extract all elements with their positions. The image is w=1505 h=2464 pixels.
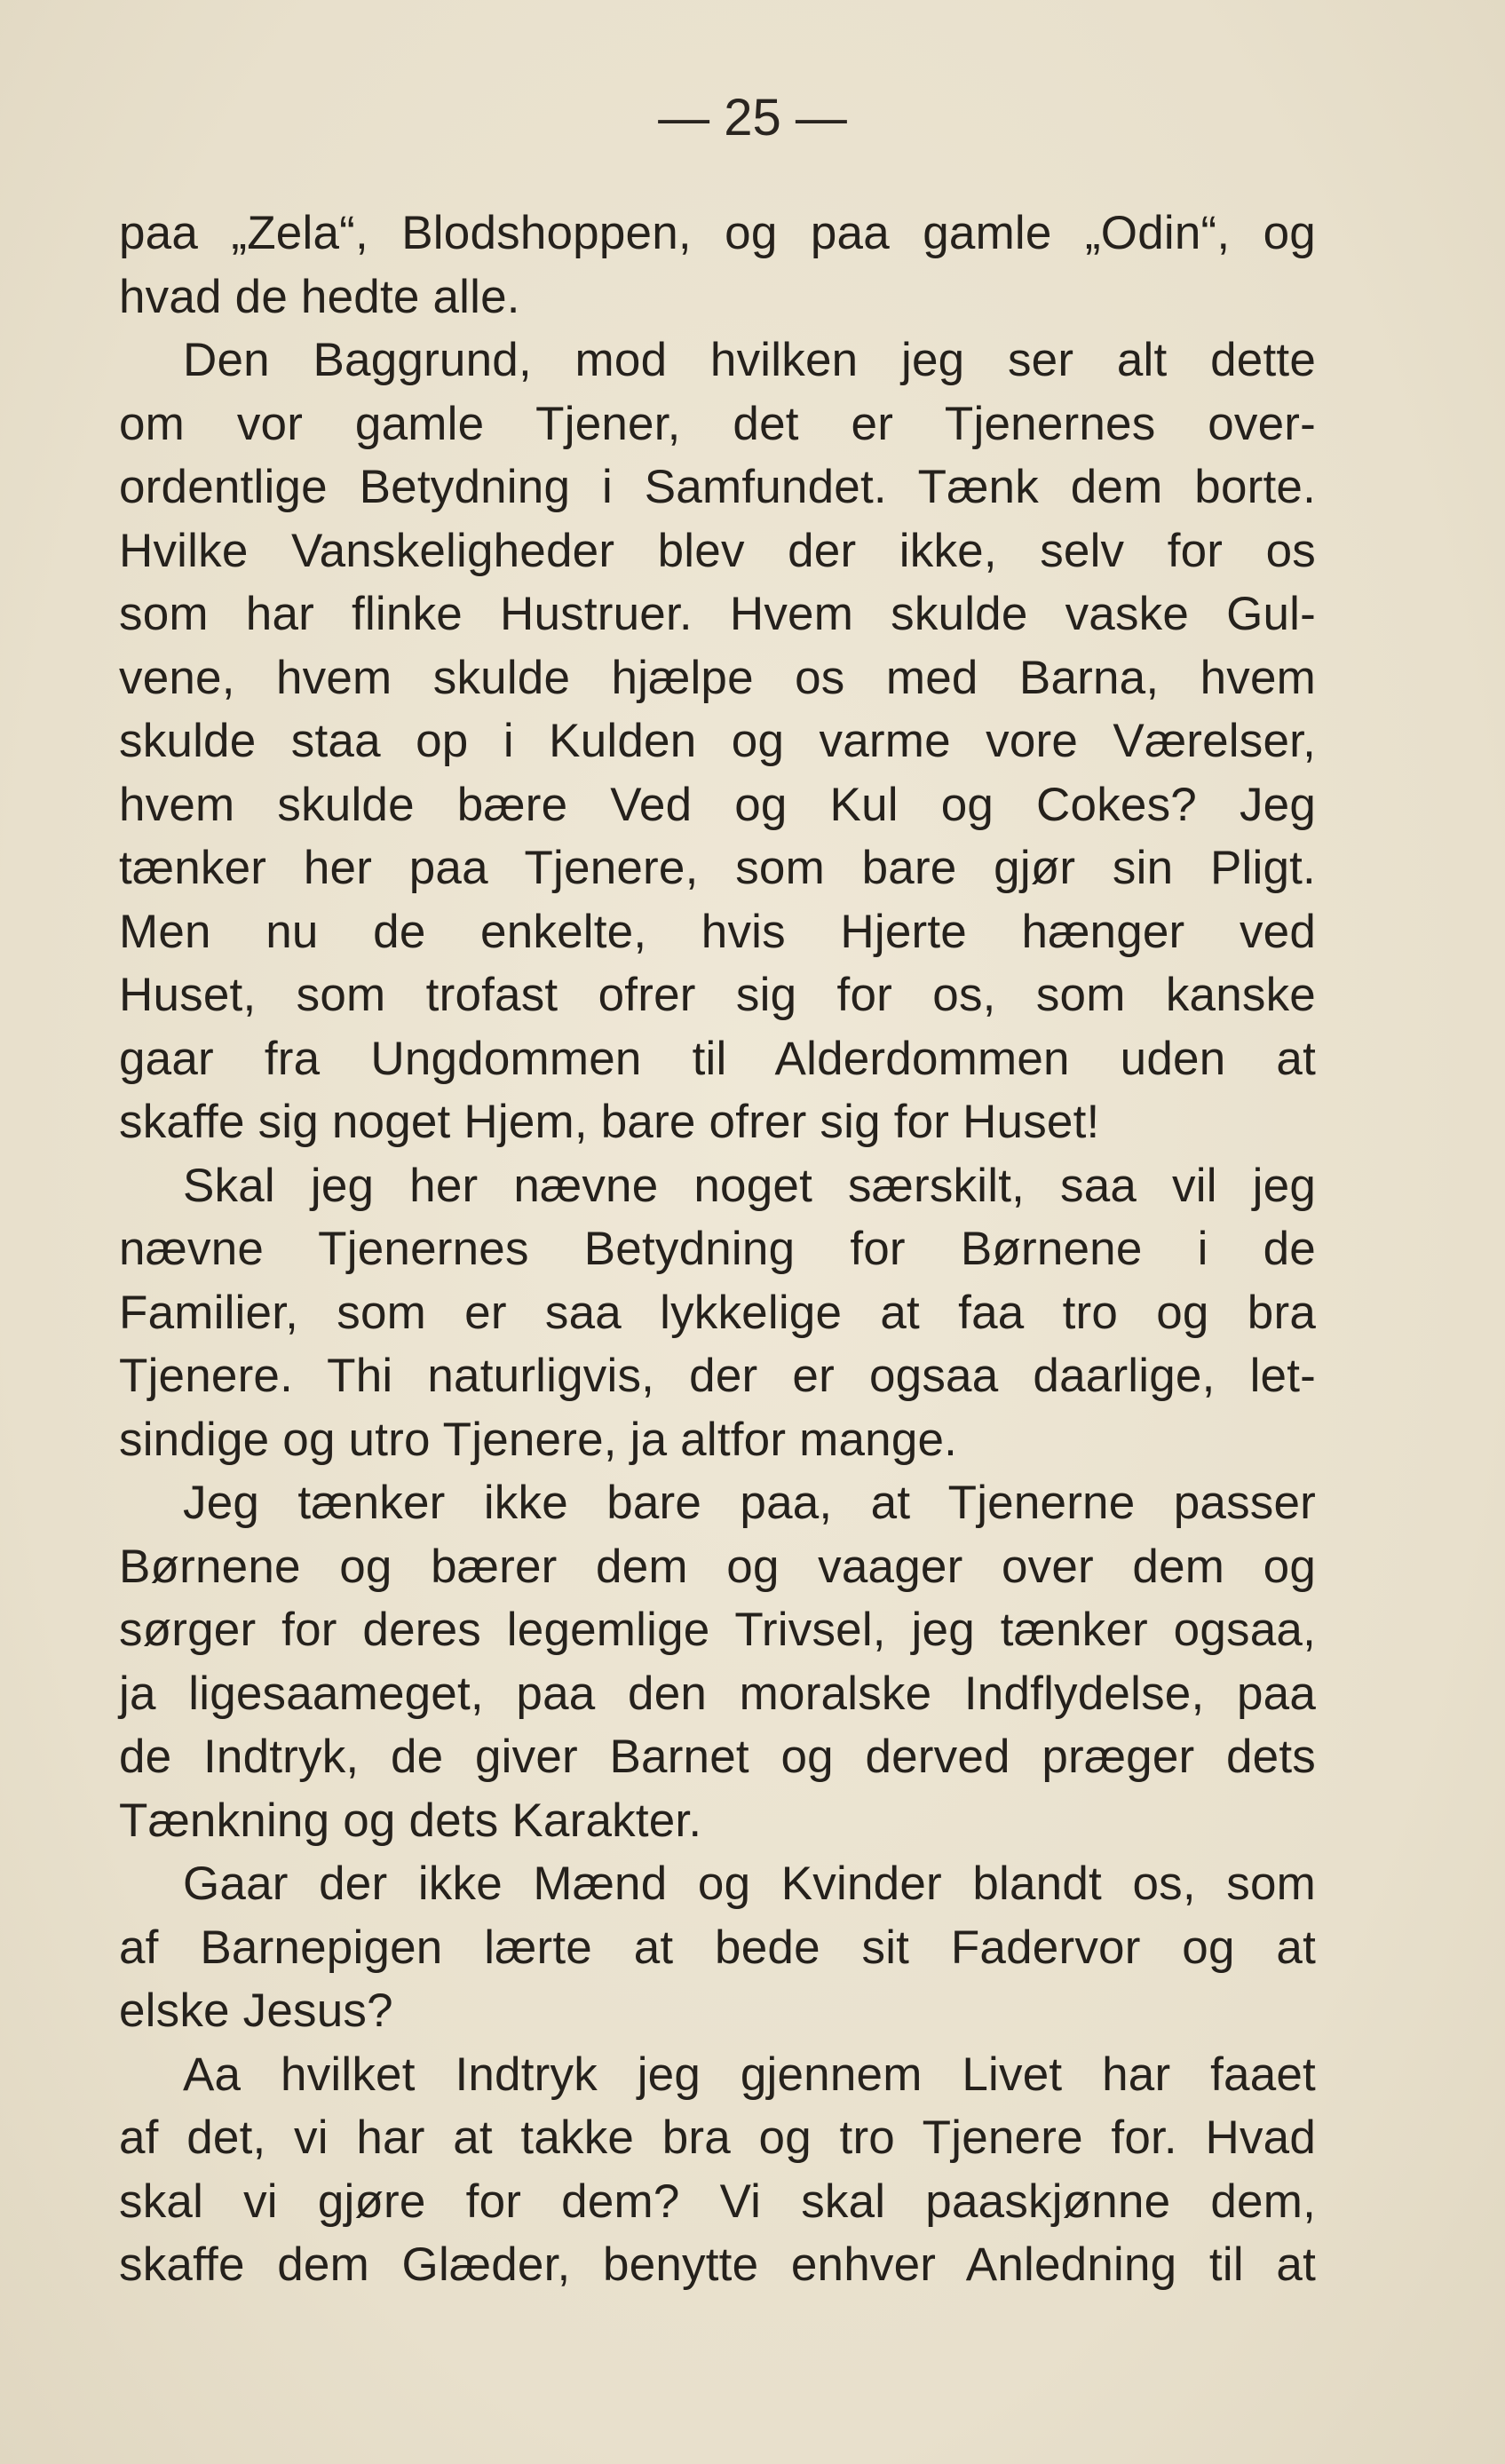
text-line: Aa hvilket Indtryk jeg gjennem Livet har faaet xyxy=(183,2048,1316,2101)
text-line: gaar fra Ungdommen til Alderdommen uden at xyxy=(119,1032,1316,1085)
text-line: skaffe sig noget Hjem, bare ofrer sig for Huset! xyxy=(119,1096,1100,1148)
body-text xyxy=(119,202,1316,2297)
text-line: Hvilke Vanskeligheder blev der ikke, selv for os xyxy=(119,524,1316,577)
page-number: — 25 — xyxy=(658,89,847,147)
text-line: Tjenere. Thi naturligvis, der er ogsaa daarlige, let- xyxy=(119,1350,1316,1402)
text-line: Huset, som trofast ofrer sig for os, som kanske xyxy=(119,969,1316,1021)
text-line: af Barnepigen lærte at bede sit Fadervor og at xyxy=(119,1921,1316,1974)
text-line: Tænkning og dets Karakter. xyxy=(119,1794,702,1847)
text-line: hvem skulde bære Ved og Kul og Cokes? Jeg xyxy=(119,778,1316,831)
text-line: nævne Tjenernes Betydning for Børnene i de xyxy=(119,1223,1316,1275)
text-line: skaffe dem Glæder, benytte enhver Anledning til at xyxy=(119,2238,1316,2291)
text-line: sørger for deres legemlige Trivsel, jeg tænker ogsaa, xyxy=(119,1604,1316,1656)
text-line: hvad de hedte alle. xyxy=(119,270,520,323)
text-line: Jeg tænker ikke bare paa, at Tjenerne passer xyxy=(183,1477,1316,1529)
text-line: sindige og utro Tjenere, ja altfor mange. xyxy=(119,1413,958,1466)
text-line: vene, hvem skulde hjælpe os med Barna, hvem xyxy=(119,651,1316,704)
text-line: Men nu de enkelte, hvis Hjerte hænger ved xyxy=(119,905,1316,958)
text-line: de Indtryk, de giver Barnet og derved præger dets xyxy=(119,1731,1316,1783)
text-line: af det, vi har at takke bra og tro Tjenere for. Hvad xyxy=(119,2111,1316,2164)
text-line: Skal jeg her nævne noget særskilt, saa vil jeg xyxy=(183,1159,1316,1212)
text-line: som har flinke Hustruer. Hvem skulde vaske Gul- xyxy=(119,588,1316,640)
text-line: elske Jesus? xyxy=(119,1985,393,2037)
text-line: Den Baggrund, mod hvilken jeg ser alt dette xyxy=(183,334,1316,386)
text-line: Gaar der ikke Mænd og Kvinder blandt os, som xyxy=(183,1858,1316,1910)
text-line: ordentlige Betydning i Samfundet. Tænk dem borte. xyxy=(119,461,1316,513)
text-line: skal vi gjøre for dem? Vi skal paaskjønne dem, xyxy=(119,2175,1316,2228)
text-line: ja ligesaameget, paa den moralske Indflydelse, paa xyxy=(119,1667,1316,1720)
text-line: paa „Zela“, Blodshoppen, og paa gamle „Odin“, og xyxy=(119,207,1316,259)
text-line: om vor gamle Tjener, det er Tjenernes over- xyxy=(119,397,1316,450)
text-line: Børnene og bærer dem og vaager over dem og xyxy=(119,1540,1316,1593)
text-line: Familier, som er saa lykkelige at faa tro og bra xyxy=(119,1286,1316,1339)
text-line: skulde staa op i Kulden og varme vore Værelser, xyxy=(119,715,1316,767)
text-line: tænker her paa Tjenere, som bare gjør sin Pligt. xyxy=(119,842,1316,894)
